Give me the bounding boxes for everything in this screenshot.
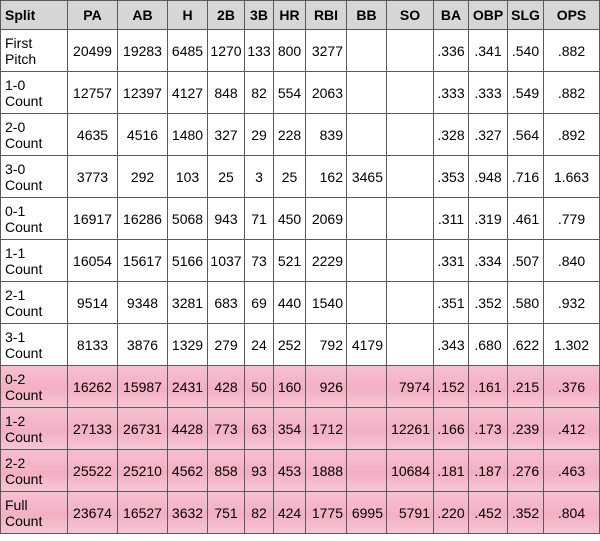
cell-2b: 327 [208, 114, 245, 156]
table-row [1, 408, 600, 450]
column-header-ba: BA [434, 1, 469, 30]
column-header-3b: 3B [245, 1, 274, 30]
cell-hr: 521 [274, 240, 306, 282]
cell-bb [347, 240, 387, 282]
cell-slg: .580 [508, 282, 544, 324]
cell-slg: .540 [508, 30, 544, 72]
cell-ba: .152 [434, 366, 469, 408]
cell-h: 3281 [168, 282, 208, 324]
cell-so [387, 198, 434, 240]
cell-pa: 12757 [68, 72, 118, 114]
cell-rbi: 926 [306, 366, 347, 408]
column-header-so: SO [387, 1, 434, 30]
cell-ops: .804 [544, 492, 600, 534]
cell-ba: .181 [434, 450, 469, 492]
cell-slg: .276 [508, 450, 544, 492]
row-split-label: 3-0 Count [1, 156, 68, 198]
cell-bb: 3465 [347, 156, 387, 198]
cell-bb [347, 408, 387, 450]
cell-obp: .187 [469, 450, 508, 492]
row-split-label: 1-1 Count [1, 240, 68, 282]
table-row [1, 72, 600, 114]
cell-pa: 8133 [68, 324, 118, 366]
cell-h: 6485 [168, 30, 208, 72]
row-split-label: 1-0 Count [1, 72, 68, 114]
cell-h: 3632 [168, 492, 208, 534]
cell-3b: 24 [245, 324, 274, 366]
cell-ops: .412 [544, 408, 600, 450]
cell-obp: .334 [469, 240, 508, 282]
cell-obp: .161 [469, 366, 508, 408]
table-body [1, 30, 600, 534]
column-header-split: Split [1, 1, 68, 30]
cell-slg: .716 [508, 156, 544, 198]
cell-bb [347, 366, 387, 408]
cell-ba: .351 [434, 282, 469, 324]
cell-rbi: 792 [306, 324, 347, 366]
cell-ab: 4516 [118, 114, 168, 156]
row-split-label: 0-1 Count [1, 198, 68, 240]
column-header-obp: OBP [469, 1, 508, 30]
cell-so [387, 156, 434, 198]
table-row [1, 324, 600, 366]
column-header-hr: HR [274, 1, 306, 30]
cell-3b: 82 [245, 492, 274, 534]
cell-ba: .311 [434, 198, 469, 240]
cell-bb [347, 72, 387, 114]
row-split-label: First Pitch [1, 30, 68, 72]
cell-slg: .622 [508, 324, 544, 366]
cell-hr: 554 [274, 72, 306, 114]
cell-rbi: 3277 [306, 30, 347, 72]
cell-so [387, 240, 434, 282]
cell-2b: 25 [208, 156, 245, 198]
cell-3b: 29 [245, 114, 274, 156]
cell-ops: .376 [544, 366, 600, 408]
table-row [1, 156, 600, 198]
cell-obp: .948 [469, 156, 508, 198]
cell-hr: 450 [274, 198, 306, 240]
cell-bb: 6995 [347, 492, 387, 534]
cell-pa: 20499 [68, 30, 118, 72]
column-header-ops: OPS [544, 1, 600, 30]
cell-rbi: 2069 [306, 198, 347, 240]
cell-h: 1329 [168, 324, 208, 366]
cell-rbi: 839 [306, 114, 347, 156]
cell-hr: 160 [274, 366, 306, 408]
cell-pa: 25522 [68, 450, 118, 492]
table-row [1, 366, 600, 408]
table-row [1, 282, 600, 324]
cell-2b: 943 [208, 198, 245, 240]
row-split-label: 3-1 Count [1, 324, 68, 366]
cell-hr: 424 [274, 492, 306, 534]
column-header-slg: SLG [508, 1, 544, 30]
cell-3b: 3 [245, 156, 274, 198]
column-header-h: H [168, 1, 208, 30]
cell-h: 1480 [168, 114, 208, 156]
cell-h: 5166 [168, 240, 208, 282]
table-row [1, 240, 600, 282]
cell-2b: 279 [208, 324, 245, 366]
cell-so [387, 72, 434, 114]
cell-3b: 50 [245, 366, 274, 408]
cell-ab: 9348 [118, 282, 168, 324]
header-row [1, 1, 600, 30]
cell-3b: 73 [245, 240, 274, 282]
cell-ab: 3876 [118, 324, 168, 366]
row-split-label: Full Count [1, 492, 68, 534]
cell-ab: 19283 [118, 30, 168, 72]
cell-bb: 4179 [347, 324, 387, 366]
cell-h: 2431 [168, 366, 208, 408]
cell-ba: .336 [434, 30, 469, 72]
cell-ops: .882 [544, 30, 600, 72]
cell-hr: 440 [274, 282, 306, 324]
row-split-label: 1-2 Count [1, 408, 68, 450]
cell-2b: 773 [208, 408, 245, 450]
cell-rbi: 1775 [306, 492, 347, 534]
cell-pa: 4635 [68, 114, 118, 156]
cell-h: 4428 [168, 408, 208, 450]
cell-obp: .680 [469, 324, 508, 366]
cell-ab: 26731 [118, 408, 168, 450]
row-split-label: 2-0 Count [1, 114, 68, 156]
cell-pa: 23674 [68, 492, 118, 534]
cell-ab: 15987 [118, 366, 168, 408]
cell-hr: 453 [274, 450, 306, 492]
cell-3b: 93 [245, 450, 274, 492]
cell-slg: .352 [508, 492, 544, 534]
cell-rbi: 1540 [306, 282, 347, 324]
cell-so [387, 324, 434, 366]
cell-obp: .333 [469, 72, 508, 114]
cell-ab: 16286 [118, 198, 168, 240]
cell-2b: 683 [208, 282, 245, 324]
cell-slg: .549 [508, 72, 544, 114]
cell-pa: 27133 [68, 408, 118, 450]
cell-2b: 858 [208, 450, 245, 492]
cell-ab: 292 [118, 156, 168, 198]
cell-hr: 800 [274, 30, 306, 72]
column-header-bb: BB [347, 1, 387, 30]
cell-3b: 133 [245, 30, 274, 72]
cell-rbi: 162 [306, 156, 347, 198]
cell-so: 10684 [387, 450, 434, 492]
cell-obp: .327 [469, 114, 508, 156]
cell-h: 103 [168, 156, 208, 198]
cell-pa: 9514 [68, 282, 118, 324]
cell-h: 4562 [168, 450, 208, 492]
cell-obp: .452 [469, 492, 508, 534]
cell-bb [347, 114, 387, 156]
cell-ops: .882 [544, 72, 600, 114]
cell-2b: 1270 [208, 30, 245, 72]
cell-3b: 71 [245, 198, 274, 240]
cell-obp: .173 [469, 408, 508, 450]
cell-slg: .564 [508, 114, 544, 156]
column-header-2b: 2B [208, 1, 245, 30]
cell-hr: 228 [274, 114, 306, 156]
cell-slg: .239 [508, 408, 544, 450]
cell-slg: .461 [508, 198, 544, 240]
cell-ba: .166 [434, 408, 469, 450]
cell-h: 5068 [168, 198, 208, 240]
cell-ops: .779 [544, 198, 600, 240]
cell-ops: .463 [544, 450, 600, 492]
cell-pa: 16262 [68, 366, 118, 408]
cell-ops: .892 [544, 114, 600, 156]
cell-ba: .220 [434, 492, 469, 534]
cell-obp: .341 [469, 30, 508, 72]
cell-so [387, 282, 434, 324]
cell-so [387, 114, 434, 156]
cell-ab: 15617 [118, 240, 168, 282]
cell-rbi: 2063 [306, 72, 347, 114]
cell-2b: 751 [208, 492, 245, 534]
cell-h: 4127 [168, 72, 208, 114]
cell-bb [347, 450, 387, 492]
cell-rbi: 1888 [306, 450, 347, 492]
cell-so [387, 30, 434, 72]
cell-ba: .333 [434, 72, 469, 114]
cell-obp: .352 [469, 282, 508, 324]
cell-pa: 16917 [68, 198, 118, 240]
row-split-label: 2-2 Count [1, 450, 68, 492]
column-header-rbi: RBI [306, 1, 347, 30]
cell-ab: 12397 [118, 72, 168, 114]
cell-3b: 63 [245, 408, 274, 450]
cell-hr: 252 [274, 324, 306, 366]
cell-hr: 25 [274, 156, 306, 198]
cell-2b: 848 [208, 72, 245, 114]
cell-so: 12261 [387, 408, 434, 450]
cell-so: 5791 [387, 492, 434, 534]
cell-bb [347, 30, 387, 72]
cell-pa: 16054 [68, 240, 118, 282]
cell-pa: 3773 [68, 156, 118, 198]
table-row [1, 450, 600, 492]
cell-bb [347, 282, 387, 324]
table-row [1, 30, 600, 72]
cell-2b: 428 [208, 366, 245, 408]
cell-so: 7974 [387, 366, 434, 408]
cell-obp: .319 [469, 198, 508, 240]
cell-ops: 1.302 [544, 324, 600, 366]
column-header-pa: PA [68, 1, 118, 30]
cell-ops: .840 [544, 240, 600, 282]
column-header-ab: AB [118, 1, 168, 30]
row-split-label: 2-1 Count [1, 282, 68, 324]
row-split-label: 0-2 Count [1, 366, 68, 408]
cell-2b: 1037 [208, 240, 245, 282]
cell-hr: 354 [274, 408, 306, 450]
cell-ba: .343 [434, 324, 469, 366]
cell-3b: 69 [245, 282, 274, 324]
table-row [1, 492, 600, 534]
cell-slg: .507 [508, 240, 544, 282]
cell-ba: .353 [434, 156, 469, 198]
cell-ab: 16527 [118, 492, 168, 534]
cell-rbi: 1712 [306, 408, 347, 450]
table-row [1, 114, 600, 156]
cell-ba: .331 [434, 240, 469, 282]
cell-slg: .215 [508, 366, 544, 408]
cell-ops: 1.663 [544, 156, 600, 198]
table-row [1, 198, 600, 240]
cell-rbi: 2229 [306, 240, 347, 282]
cell-ops: .932 [544, 282, 600, 324]
cell-bb [347, 198, 387, 240]
cell-ab: 25210 [118, 450, 168, 492]
cell-ba: .328 [434, 114, 469, 156]
cell-3b: 82 [245, 72, 274, 114]
